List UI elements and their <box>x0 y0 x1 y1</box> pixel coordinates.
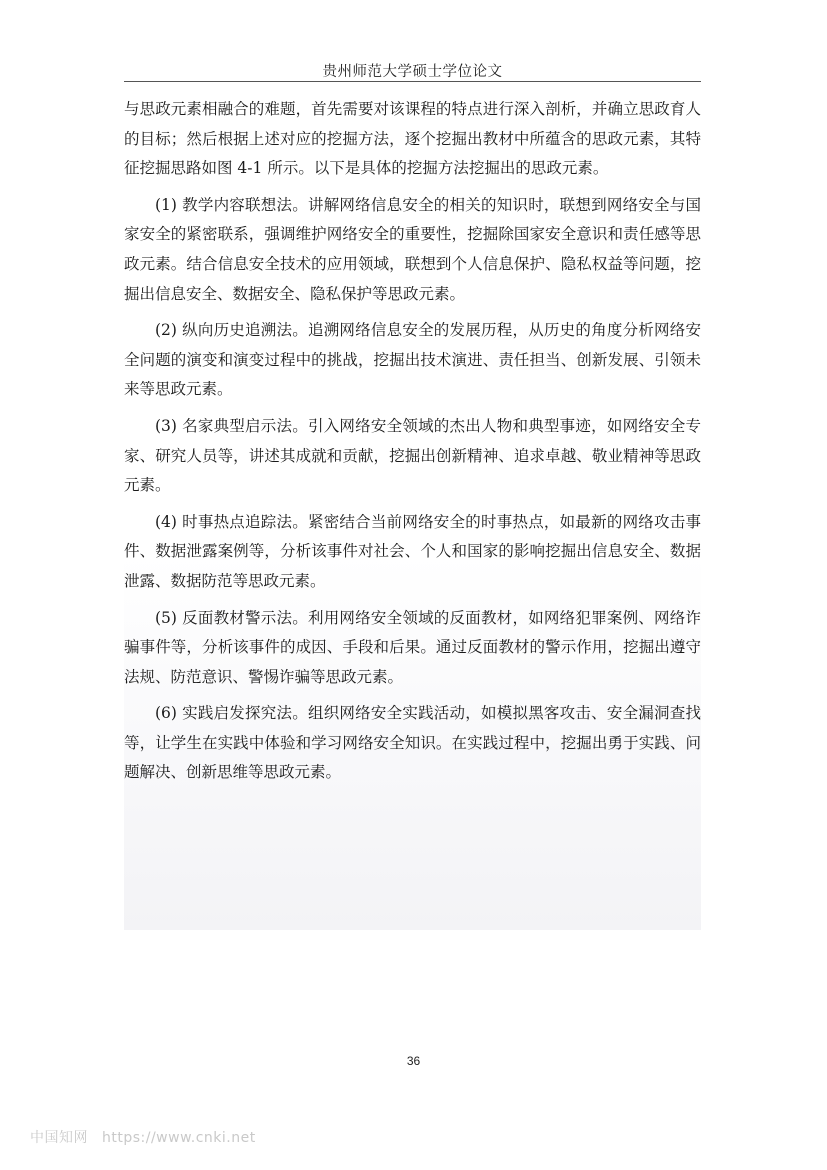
body-text <box>124 95 701 930</box>
paragraph-intro: 与思政元素相融合的难题，首先需要对该课程的特点进行深入剖析，并确立思政育人的目标；然后根据上述对应的挖掘方法，逐个挖掘出教材中所蕴含的思政元素，其特征挖掘思路如图 4-1 所示。以下是具体的挖掘方法挖掘出的思政元素。 <box>124 100 701 178</box>
watermark-brand: 中国知网 <box>30 1130 88 1146</box>
paragraph-method-5: (5) 反面教材警示法。利用网络安全领域的反面教材，如网络犯罪案例、网络诈骗事件等，分析该事件的成因、手段和后果。通过反面教材的警示作用，挖掘出遵守法规、防范意识、警惕诈骗等思政元素。 <box>124 608 701 686</box>
watermark-url: https://www.cnki.net <box>102 1130 256 1146</box>
paragraph-method-6: (6) 实践启发探究法。组织网络安全实践活动，如模拟黑客攻击、安全漏洞查找等，让学生在实践中体验和学习网络安全知识。在实践过程中，挖掘出勇于实践、问题解决、创新思维等思政元素。 <box>124 704 701 782</box>
header-rule <box>124 81 701 82</box>
paragraph-method-4: (4) 时事热点追踪法。紧密结合当前网络安全的时事热点，如最新的网络攻击事件、数据泄露案例等，分析该事件对社会、个人和国家的影响挖掘出信息安全、数据泄露、数据防范等思政元素。 <box>124 512 701 590</box>
cnki-watermark <box>30 1127 256 1147</box>
paragraph-method-2: (2) 纵向历史追溯法。追溯网络信息安全的发展历程，从历史的角度分析网络安全问题的演变和演变过程中的挑战，挖掘出技术演进、责任担当、创新发展、引领未来等思政元素。 <box>124 321 701 399</box>
paragraph-method-1: (1) 教学内容联想法。讲解网络信息安全的相关的知识时，联想到网络安全与国家安全的紧密联系，强调维护网络安全的重要性，挖掘除国家安全意识和责任感等思政元素。结合信息安全技术的应用领域，联想到个人信息保护、隐私权益等问题，挖掘出信息安全、数据安全、隐私保护等思政元素。 <box>124 195 701 303</box>
paragraph-method-3: (3) 名家典型启示法。引入网络安全领域的杰出人物和典型事迹，如网络安全专家、研究人员等，讲述其成就和贡献，挖掘出创新精神、追求卓越、敬业精神等思政元素。 <box>124 416 701 495</box>
page-number: 36 <box>406 1054 421 1068</box>
running-header: 贵州师范大学硕士学位论文 <box>322 64 503 80</box>
